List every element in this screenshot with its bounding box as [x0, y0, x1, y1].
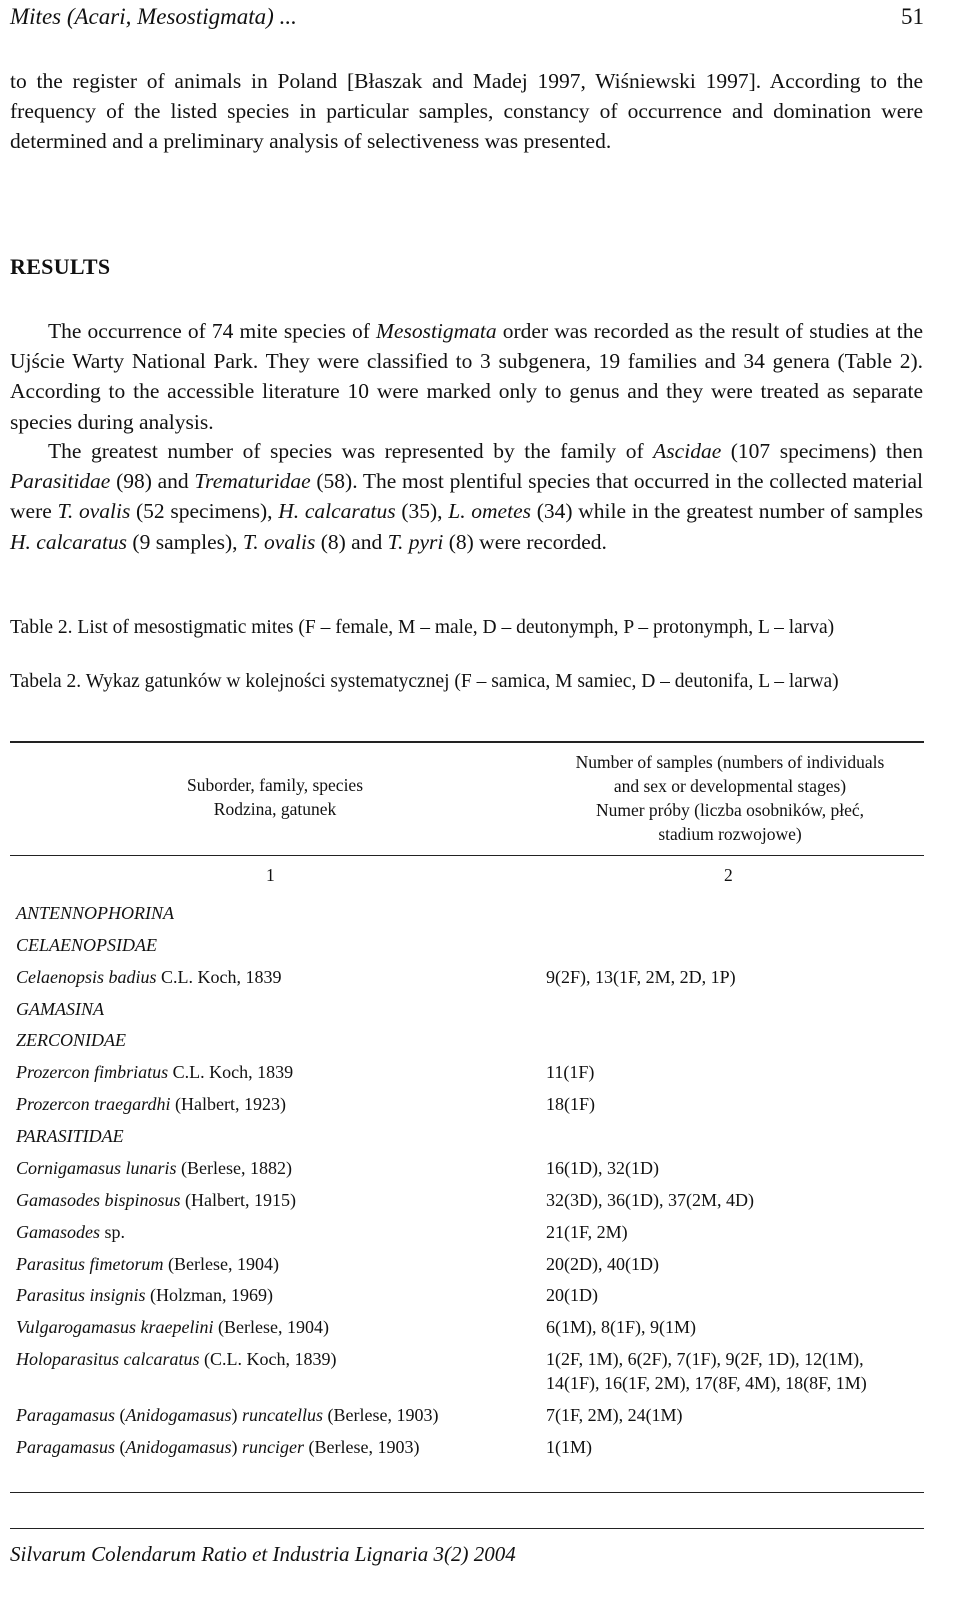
taxon-italic-run: Holoparasitus calcaratus — [16, 1349, 200, 1370]
sample-records: 9(2F), 13(1F, 2M, 2D, 1P) — [546, 966, 736, 987]
paragraph-results-families — [10, 436, 923, 557]
taxon-text-run: ( — [115, 1405, 126, 1426]
taxon-text-run: ( — [115, 1436, 126, 1457]
table-top-rule — [10, 741, 924, 743]
sample-records — [546, 1124, 924, 1148]
table-row — [16, 1120, 924, 1152]
taxon-name — [16, 1156, 546, 1180]
taxon-italic-run: Prozercon traegardhi — [16, 1094, 171, 1115]
sample-records: 16(1D), 32(1D) — [546, 1157, 659, 1178]
paragraph-text-run: The occurrence of 74 mite species of — [48, 319, 377, 343]
taxon-name — [16, 997, 546, 1021]
paragraph-intro-continuation — [10, 66, 923, 157]
sample-records: 6(1M), 8(1F), 9(1M) — [546, 1317, 696, 1338]
taxon-name — [16, 1124, 546, 1148]
running-head-title: Mites (Acari, Mesostigmata) ... — [10, 4, 297, 29]
taxon-text-run: C.L. Koch, 1839 — [156, 966, 282, 987]
table-header-species — [150, 773, 400, 821]
table-row — [16, 1399, 924, 1431]
taxon-italic-run: Anidogamasus — [125, 1405, 232, 1426]
taxon-name — [16, 965, 546, 989]
paragraph-text-run: to the register of animals in Poland [Błaszak and Madej 1997, Wiśniewski 1997]. According to the frequency of the listed species in particular samples, constancy of occurrence and domination were determined and a preliminary analysis of selectiveness was presented. — [10, 69, 923, 154]
table-row — [16, 1248, 924, 1280]
sample-records — [546, 901, 924, 925]
paragraph-text-run: (107 specimens) then — [721, 439, 923, 463]
paragraph-italic-run: L. ometes — [448, 499, 531, 524]
table-row — [16, 1343, 924, 1399]
table-row — [16, 1025, 924, 1057]
sample-records — [546, 933, 924, 957]
paragraph-italic-run: T. ovalis — [242, 529, 316, 554]
paragraph-text-run: (58). The most plentiful species that occurred in the collected material were — [10, 469, 923, 524]
journal-footer: Silvarum Colendarum Ratio et Industria Lignaria 3(2) 2004 — [10, 1542, 516, 1566]
taxon-name — [16, 1283, 546, 1307]
taxon-name — [16, 1315, 546, 1339]
taxon-name — [16, 1188, 546, 1212]
running-head — [10, 4, 924, 30]
footer-rule — [10, 1528, 924, 1529]
taxon-text-run: (C.L. Koch, 1839) — [199, 1349, 337, 1370]
taxon-name — [16, 1060, 546, 1084]
paragraph-text-run: The greatest number of species was represented by the family of — [48, 439, 654, 463]
table-caption-polish: Tabela 2. Wykaz gatunków w kolejności systematycznej (F – samica, M samiec, D – deutonifa, L – larwa) — [10, 671, 839, 692]
table-caption-english: Table 2. List of mesostigmatic mites (F – female, M – male, D – deutonymph, P – protonymph, L – larva) — [10, 617, 835, 638]
table-row — [16, 1184, 924, 1216]
sample-records: 1(2F, 1M), 6(2F), 7(1F), 9(2F, 1D), 12(1M), 14(1F), 16(1F, 2M), 17(8F, 4M), 18(8F, 1M) — [546, 1349, 867, 1394]
table-row — [16, 1152, 924, 1184]
taxon-name — [16, 1220, 546, 1244]
table-row — [16, 929, 924, 961]
taxon-text-run: (Holzman, 1969) — [145, 1285, 273, 1306]
paragraph-text-run: (8) were recorded. — [443, 529, 607, 554]
table-header-rule — [10, 855, 924, 856]
taxon-italic-run: Vulgarogamasus kraepelini — [16, 1317, 214, 1338]
taxon-text-run: (Berlese, 1903) — [304, 1436, 420, 1457]
table-row — [16, 1216, 924, 1248]
paragraph-text-run: (98) and — [110, 469, 195, 494]
taxon-italic-run: Parasitus fimetorum — [16, 1253, 164, 1274]
table-row — [16, 961, 924, 993]
taxon-italic-run: Celaenopsis badius — [16, 966, 157, 987]
table-header-samples-line: Number of samples (numbers of individuals — [575, 752, 885, 772]
sample-records: 18(1F) — [546, 1094, 595, 1115]
paragraph-italic-run: Ascidae — [653, 439, 722, 463]
table-row — [16, 897, 924, 929]
taxon-italic-run: Cornigamasus lunaris — [16, 1157, 177, 1178]
table-row — [16, 1056, 924, 1088]
taxon-italic-run: Parasitus insignis — [16, 1285, 146, 1306]
table-row — [16, 1280, 924, 1312]
paragraph-italic-run: T. ovalis — [57, 499, 131, 524]
table-header-samples — [530, 750, 930, 846]
sample-records: 21(1F, 2M) — [546, 1221, 628, 1242]
sample-records: 32(3D), 36(1D), 37(2M, 4D) — [546, 1189, 754, 1210]
sample-records: 1(1M) — [546, 1436, 592, 1457]
taxon-italic-run: CELAENOPSIDAE — [16, 934, 157, 955]
table-header-species-en: Suborder, family, species — [186, 775, 364, 795]
paragraph-text-run: (9 samples), — [127, 529, 243, 554]
paragraph-italic-run: Mesostigmata — [376, 319, 497, 343]
taxon-text-run: ) — [231, 1405, 243, 1426]
column-number-1: 1 — [266, 865, 275, 885]
taxon-italic-run: PARASITIDAE — [16, 1126, 124, 1147]
page-number: 51 — [901, 4, 924, 29]
paragraph-text-run: (52 specimens), — [130, 499, 279, 524]
taxon-text-run: (Berlese, 1903) — [323, 1405, 439, 1426]
table-header-samples-line: stadium rozwojowe) — [658, 824, 802, 844]
taxon-italic-run: ZERCONIDAE — [16, 1030, 126, 1051]
paragraph-results-occurrence — [10, 316, 923, 437]
paragraph-italic-run: Trematuridae — [194, 469, 311, 494]
table-row — [16, 1088, 924, 1120]
taxon-text-run: ) — [231, 1436, 243, 1457]
taxon-text-run: (Berlese, 1904) — [213, 1317, 329, 1338]
taxon-text-run: (Halbert, 1923) — [170, 1094, 286, 1115]
taxon-text-run: C.L. Koch, 1839 — [168, 1062, 294, 1083]
taxon-name — [16, 1435, 546, 1459]
table-row — [16, 993, 924, 1025]
taxon-italic-run: Paragamasus — [16, 1436, 116, 1457]
taxon-italic-run: runcatellus — [242, 1405, 324, 1426]
taxon-italic-run: Paragamasus — [16, 1405, 116, 1426]
taxon-name — [16, 1092, 546, 1116]
sample-records — [546, 997, 924, 1021]
table-row — [16, 1311, 924, 1343]
paragraph-text-run: (35), — [395, 499, 449, 524]
taxon-italic-run: ANTENNOPHORINA — [16, 902, 175, 923]
paragraph-text-run: order was recorded as the result of studies at the Ujście Warty National Park. They were classified to 3 subgenera, 19 families and 34 genera (Table 2). According to the accessible literature 10 were marked only to genus and they were treated as separate species during analysis. — [10, 319, 923, 434]
taxon-name — [16, 1028, 546, 1052]
table-header-species-pl: Rodzina, gatunek — [213, 799, 337, 819]
sample-records: 7(1F, 2M), 24(1M) — [546, 1405, 683, 1426]
sample-records — [546, 1028, 924, 1052]
taxon-name — [16, 901, 546, 925]
taxon-italic-run: Prozercon fimbriatus — [16, 1062, 169, 1083]
sample-records: 11(1F) — [546, 1062, 595, 1083]
table-body — [16, 897, 924, 1463]
sample-records: 20(2D), 40(1D) — [546, 1253, 659, 1274]
paragraph-italic-run: T. pyri — [387, 529, 444, 554]
taxon-name — [16, 1252, 546, 1276]
paragraph-text-run: (8) and — [315, 529, 388, 554]
taxon-text-run: (Halbert, 1915) — [180, 1189, 296, 1210]
taxon-name — [16, 1347, 546, 1395]
taxon-italic-run: runciger — [242, 1436, 305, 1457]
taxon-italic-run: GAMASINA — [16, 998, 104, 1019]
taxon-italic-run: Anidogamasus — [125, 1436, 232, 1457]
table-header-samples-line: and sex or developmental stages) — [613, 776, 847, 796]
table-header-samples-line: Numer próby (liczba osobników, płeć, — [595, 800, 865, 820]
taxon-text-run: (Berlese, 1882) — [176, 1157, 293, 1178]
paragraph-italic-run: H. calcaratus — [10, 529, 128, 554]
taxon-name — [16, 933, 546, 957]
taxon-italic-run: Gamasodes — [16, 1221, 100, 1242]
paragraph-italic-run: H. calcaratus — [278, 499, 396, 524]
taxon-italic-run: Gamasodes bispinosus — [16, 1189, 181, 1210]
taxon-text-run: (Berlese, 1904) — [163, 1253, 279, 1274]
table-bottom-rule — [10, 1492, 924, 1493]
taxon-name — [16, 1403, 546, 1427]
table-row — [16, 1431, 924, 1463]
sample-records: 20(1D) — [546, 1285, 598, 1306]
column-number-2: 2 — [724, 865, 733, 885]
paragraph-italic-run: Parasitidae — [10, 469, 111, 494]
taxon-text-run: sp. — [100, 1221, 126, 1242]
results-heading: RESULTS — [10, 254, 111, 279]
paragraph-text-run: (34) while in the greatest number of samples — [530, 499, 923, 524]
